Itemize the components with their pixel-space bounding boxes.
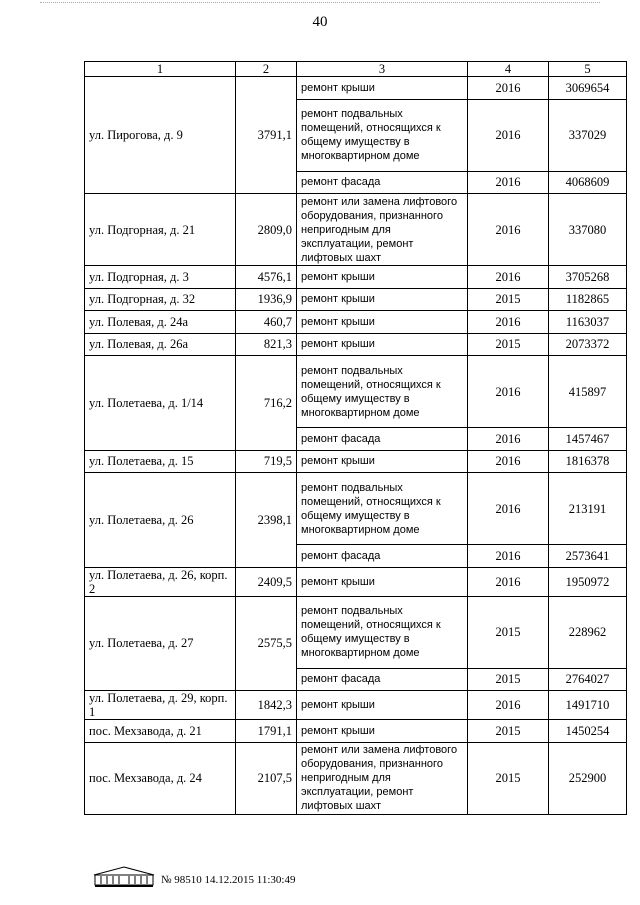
cost-cell: 1816378 <box>549 450 627 473</box>
year-cell: 2016 <box>468 311 549 334</box>
table-row <box>85 266 627 289</box>
address-cell: ул. Полетаева, д. 27 <box>85 596 236 691</box>
address-cell: ул. Подгорная, д. 3 <box>85 266 236 289</box>
cost-cell: 337029 <box>549 99 627 171</box>
table-row <box>85 311 627 334</box>
area-cell: 2409,5 <box>236 567 297 596</box>
area-cell: 1842,3 <box>236 691 297 720</box>
cost-cell: 3705268 <box>549 266 627 289</box>
cost-cell: 2573641 <box>549 545 627 568</box>
year-cell: 2016 <box>468 194 549 266</box>
address-cell: ул. Полетаева, д. 29, корп. 1 <box>85 691 236 720</box>
year-cell: 2016 <box>468 545 549 568</box>
area-cell: 1936,9 <box>236 288 297 311</box>
work-type-cell: ремонт фасада <box>297 545 468 568</box>
address-cell: ул. Полетаева, д. 1/14 <box>85 356 236 451</box>
table-row <box>85 720 627 743</box>
address-cell: ул. Полетаева, д. 15 <box>85 450 236 473</box>
year-cell: 2016 <box>468 99 549 171</box>
address-cell: ул. Полевая, д. 26а <box>85 333 236 356</box>
area-cell: 3791,1 <box>236 77 297 194</box>
work-type-cell: ремонт или замена лифтового оборудования, признанного непригодным для эксплуатации, ремонт лифтовых шахт <box>297 742 468 814</box>
table-row <box>85 194 627 266</box>
cost-cell: 2764027 <box>549 668 627 691</box>
work-type-cell: ремонт крыши <box>297 311 468 334</box>
year-cell: 2015 <box>468 720 549 743</box>
table-row <box>85 596 627 668</box>
year-cell: 2016 <box>468 356 549 428</box>
year-cell: 2016 <box>468 428 549 451</box>
cost-cell: 1950972 <box>549 567 627 596</box>
address-cell: ул. Полетаева, д. 26 <box>85 473 236 568</box>
area-cell: 2398,1 <box>236 473 297 568</box>
area-cell: 821,3 <box>236 333 297 356</box>
work-type-cell: ремонт или замена лифтового оборудования, признанного непригодным для эксплуатации, ремонт лифтовых шахт <box>297 194 468 266</box>
year-cell: 2016 <box>468 171 549 194</box>
work-type-cell: ремонт подвальных помещений, относящихся к общему имуществу в многоквартирном доме <box>297 99 468 171</box>
year-cell: 2015 <box>468 333 549 356</box>
address-cell: ул. Пирогова, д. 9 <box>85 77 236 194</box>
header-cell: 1 <box>85 62 236 77</box>
cost-cell: 1457467 <box>549 428 627 451</box>
area-cell: 1791,1 <box>236 720 297 743</box>
cost-cell: 2073372 <box>549 333 627 356</box>
area-cell: 2575,5 <box>236 596 297 691</box>
cost-cell: 415897 <box>549 356 627 428</box>
work-type-cell: ремонт крыши <box>297 691 468 720</box>
work-type-cell: ремонт крыши <box>297 720 468 743</box>
area-cell: 2107,5 <box>236 742 297 814</box>
cost-cell: 1163037 <box>549 311 627 334</box>
year-cell: 2015 <box>468 668 549 691</box>
work-type-cell: ремонт фасада <box>297 428 468 451</box>
work-type-cell: ремонт крыши <box>297 266 468 289</box>
work-type-cell: ремонт подвальных помещений, относящихся к общему имуществу в многоквартирном доме <box>297 356 468 428</box>
address-cell: ул. Полевая, д. 24а <box>85 311 236 334</box>
work-type-cell: ремонт крыши <box>297 288 468 311</box>
work-type-cell: ремонт крыши <box>297 567 468 596</box>
cost-cell: 252900 <box>549 742 627 814</box>
work-type-cell: ремонт крыши <box>297 333 468 356</box>
header-cell: 4 <box>468 62 549 77</box>
cost-cell: 228962 <box>549 596 627 668</box>
table-row <box>85 333 627 356</box>
work-type-cell: ремонт фасада <box>297 171 468 194</box>
table-row <box>85 450 627 473</box>
area-cell: 4576,1 <box>236 266 297 289</box>
area-cell: 2809,0 <box>236 194 297 266</box>
registration-stamp: № 98510 14.12.2015 11:30:49 <box>161 874 296 886</box>
table-row <box>85 356 627 428</box>
year-cell: 2015 <box>468 596 549 668</box>
cost-cell: 1491710 <box>549 691 627 720</box>
address-cell: ул. Подгорная, д. 21 <box>85 194 236 266</box>
address-cell: ул. Полетаева, д. 26, корп. 2 <box>85 567 236 596</box>
scan-edge-line <box>40 2 600 3</box>
year-cell: 2016 <box>468 266 549 289</box>
cost-cell: 1450254 <box>549 720 627 743</box>
table-header-row <box>85 62 627 77</box>
address-cell: ул. Подгорная, д. 32 <box>85 288 236 311</box>
year-cell: 2015 <box>468 288 549 311</box>
year-cell: 2016 <box>468 567 549 596</box>
document-footer <box>93 866 513 894</box>
area-cell: 716,2 <box>236 356 297 451</box>
table-row <box>85 567 627 596</box>
table-row <box>85 473 627 545</box>
year-cell: 2016 <box>468 77 549 100</box>
address-cell: пос. Мехзавода, д. 24 <box>85 742 236 814</box>
year-cell: 2016 <box>468 450 549 473</box>
work-type-cell: ремонт подвальных помещений, относящихся к общему имуществу в многоквартирном доме <box>297 473 468 545</box>
page-number: 40 <box>312 14 328 30</box>
header-cell: 5 <box>549 62 627 77</box>
header-cell: 2 <box>236 62 297 77</box>
table-row <box>85 77 627 100</box>
cost-cell: 4068609 <box>549 171 627 194</box>
address-cell: пос. Мехзавода, д. 21 <box>85 720 236 743</box>
table-row <box>85 288 627 311</box>
work-type-cell: ремонт крыши <box>297 77 468 100</box>
cost-cell: 213191 <box>549 473 627 545</box>
year-cell: 2016 <box>468 473 549 545</box>
header-cell: 3 <box>297 62 468 77</box>
table-row <box>85 742 627 814</box>
cost-cell: 337080 <box>549 194 627 266</box>
work-type-cell: ремонт фасада <box>297 668 468 691</box>
table-row <box>85 691 627 720</box>
cost-cell: 3069654 <box>549 77 627 100</box>
year-cell: 2015 <box>468 742 549 814</box>
cost-cell: 1182865 <box>549 288 627 311</box>
area-cell: 719,5 <box>236 450 297 473</box>
area-cell: 460,7 <box>236 311 297 334</box>
repair-schedule-table <box>84 61 627 815</box>
building-icon <box>93 866 155 888</box>
work-type-cell: ремонт подвальных помещений, относящихся к общему имуществу в многоквартирном доме <box>297 596 468 668</box>
work-type-cell: ремонт крыши <box>297 450 468 473</box>
year-cell: 2016 <box>468 691 549 720</box>
